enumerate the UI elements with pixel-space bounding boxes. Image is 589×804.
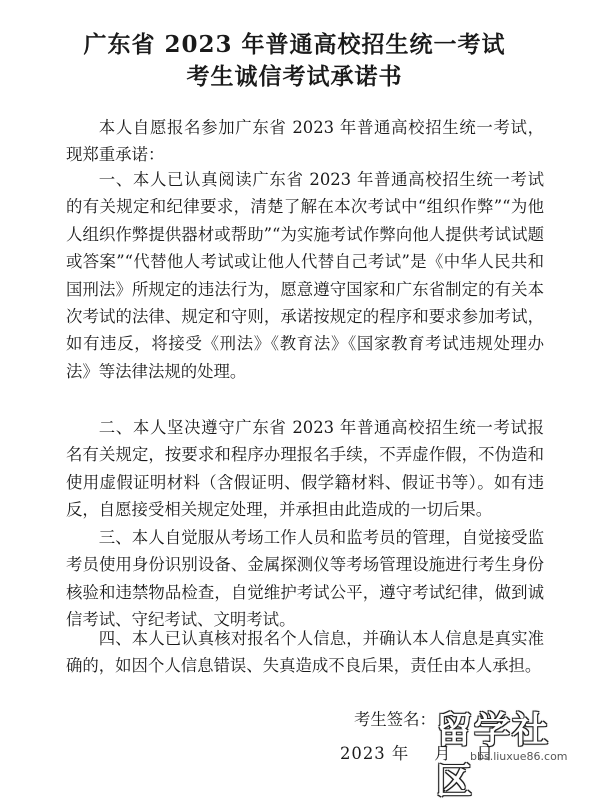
- document-subtitle: 考生诚信考试承诺书: [186, 63, 403, 90]
- commitment-item-4: 四、本人已认真核对报名个人信息，并确认本人信息是真实准确的，如因个人信息错误、失真造成不良后果，责任由本人承担。: [66, 629, 544, 676]
- signature-date: 2023 年 月 日: [340, 744, 494, 763]
- commitment-item-2: 二、本人坚决遵守广东省 2023 年普通高校招生统一考试报名有关规定，按要求和程序办理报名手续，不弄虚作假，不伪造和使用虚假证明材料（含假证明、假学籍材料、假证书等）。如有违反，自愿接受相关规定处理，并承担由此造成的一切后果。: [66, 418, 544, 520]
- commitment-item-3: 三、本人自觉服从考场工作人员和监考员的管理，自觉接受监考员使用身份识别设备、金属探测仪等考场管理设施进行考生身份核验和违禁物品检查，自觉维护考试公平，遵守考试纪律，做到诚信考试、守纪考试、文明考试。: [66, 528, 544, 630]
- watermark-logo-text: 留学社区: [436, 710, 551, 802]
- commitment-item-1: 一、本人已认真阅读广东省 2023 年普通高校招生统一考试的有关规定和纪律要求，清楚了解在本次考试中“组织作弊”“为他人组织作弊提供器材或帮助”“为实施考试作弊向他人提供考试试题或答案”“代替他人考试或让他人代替自己考试”是《中华人民共和国刑法》所规定的违法行为，愿意遵守国家和广东省制定的有关本次考试的法律、规定和守则，承诺按规定的程序和要求参加考试，如有违反，将接受《刑法》《教育法》《国家教育考试违规处理办法》等法律法规的处理。: [66, 170, 544, 381]
- watermark-url: bbs.liuxue86.com: [470, 750, 568, 763]
- intro-paragraph: 本人自愿报名参加广东省 2023 年普通高校招生统一考试，现郑重承诺：: [66, 118, 544, 165]
- document-title: 广东省 2023 年普通高校招生统一考试: [83, 31, 506, 58]
- signature-label: 考生签名：: [354, 710, 436, 729]
- site-watermark: [436, 700, 586, 802]
